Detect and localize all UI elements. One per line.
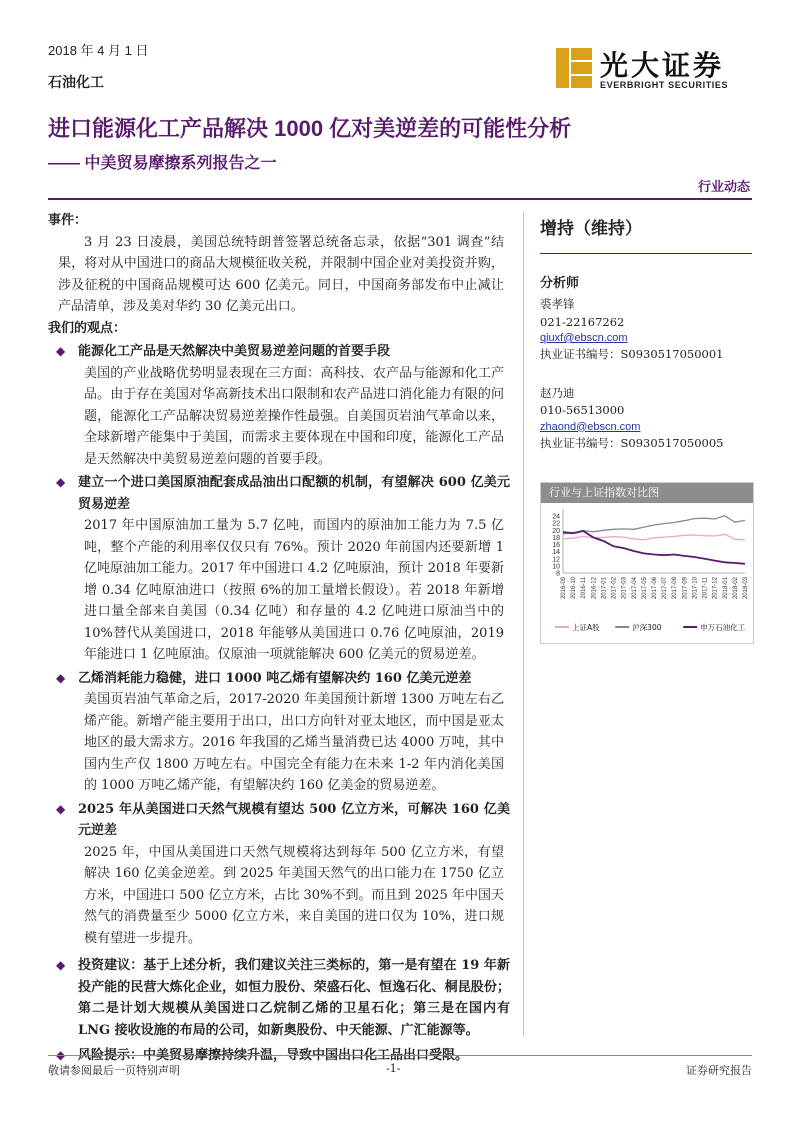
point-body: 美国的产业战略优势明显表现在三方面：高科技、农产品与能源和化工产品。由于存在美国对华高新技术出口限制和农产品进口消化能力有限的问题，能源化工产品解决贸易逆差操作性最强。自美国页岩油气革命以来，全球新增产能集中于美国，而需求主要体现在中国和印度，能源化工产品是天然解决中美贸易逆差问题的首要手段。	[84, 365, 504, 467]
x-tick-label: 2016-10	[571, 577, 578, 600]
diamond-bullet-icon: ◆	[56, 801, 66, 816]
diamond-bullet-icon: ◆	[56, 475, 66, 489]
point-title: ◆ 建立一个进口美国原油配套成品油出口配额的机制，有望解决 600 亿美元贸易逆差	[48, 472, 510, 515]
analyst-name: 裘孝锋	[540, 299, 575, 311]
x-tick-label: 2017-07	[662, 577, 669, 600]
footer-divider	[48, 1055, 752, 1056]
analyst-card	[540, 386, 752, 453]
cert-number: S0930517050005	[620, 435, 724, 450]
investment-advice: ◆ 投资建议：基于上述分析，我们建议关注三类标的，第一是有望在 19 年新投产能的民营大炼化企业，如恒力股份、荣盛石化、恒逸石化、桐昆股份；第二是计划大规模从美国进口乙烷制乙烯的卫星石化；第三是在国内有 LNG 接收设施的布局的公司，如新奥股份、中天能源、广汇能源等。	[48, 955, 510, 1041]
y-tick-label: 20	[552, 527, 560, 535]
report-subtitle: —— 中美贸易摩擦系列报告之一	[48, 155, 277, 172]
cert-label: 执业证书编号：	[540, 437, 621, 450]
point-body: 2025 年，中国从美国进口天然气规模将达到每年 500 亿立方米，有望解决 160 亿美金逆差。到 2025 年美国天然气的出口能力在 1750 亿立方米，中国进口 500 亿立方米，占比 30%不到。而且到 2025 年中国天然气的消费量至少 5000 亿立方米，来自美国的进口仅为 10%，进口规模有望进一步提升。	[84, 844, 504, 946]
y-tick-label: 8	[556, 570, 560, 578]
risk-warning: ◆ 风险提示：中美贸易摩擦持续升温，导致中国出口化工品出口受限。	[48, 1045, 510, 1067]
rating-divider	[540, 253, 752, 254]
report-title: 进口能源化工产品解决 1000 亿对美逆差的可能性分析	[48, 116, 572, 141]
cert-number: S0930517050001	[620, 347, 724, 361]
logo-text-en: EVERBRIGHT SECURITIES	[600, 80, 729, 90]
x-tick-label: 2017-06	[652, 577, 658, 600]
x-tick-label: 2017-05	[641, 577, 648, 600]
y-tick-label: 14	[552, 549, 560, 557]
footer-disclaimer: 敬请参阅最后一页特别声明	[48, 1065, 180, 1077]
report-date: 2018 年 4 月 1 日	[48, 43, 149, 58]
y-tick-label: 16	[552, 542, 560, 550]
x-tick-label: 2017-12	[712, 577, 719, 600]
cert-label: 执业证书编号：	[540, 349, 621, 361]
sidebar	[540, 214, 752, 452]
x-tick-label: 2016-09	[561, 577, 567, 600]
header-divider	[48, 198, 752, 200]
logo-text-cn: 光大证券	[600, 49, 725, 82]
x-tick-label: 2017-11	[702, 577, 709, 599]
y-tick-label: 10	[552, 563, 560, 571]
y-tick-label: 12	[552, 556, 560, 564]
x-tick-label: 2017-09	[682, 577, 689, 600]
y-tick-label: 22	[552, 520, 560, 528]
x-tick-label: 2016-12	[591, 577, 598, 600]
x-tick-label: 2017-10	[692, 577, 699, 600]
diamond-bullet-icon: ◆	[56, 958, 66, 972]
rating: 增持（维持）	[540, 219, 642, 238]
sector-label: 石油化工	[48, 74, 104, 90]
diamond-bullet-icon: ◆	[56, 670, 66, 685]
everbright-logo-icon	[556, 48, 592, 88]
diamond-bullet-icon: ◆	[56, 344, 66, 358]
point-body: 美国页岩油气革命之后，2017-2020 年美国预计新增 1300 万吨左右乙烯产能。新增产能主要用于出口，出口方向针对亚太地区，而中国是亚太地区的最大需求方。2016 年我国的乙烯当量消费已达 4000 万吨，其中国内生产仅 1800 万吨左右。中国完全有能力在未来 1-2 年内消化美国的 1000 万吨乙烯产能，有望解决约 160 亿美金的贸易逆差。	[84, 692, 504, 793]
x-tick-label: 2017-08	[672, 577, 679, 600]
analyst-email-link[interactable]: zhaond@ebscn.com	[540, 420, 641, 433]
legend-label: 沪深300	[632, 623, 662, 632]
event-heading: 事件：	[48, 213, 88, 228]
report-type: 行业动态	[697, 179, 750, 194]
analyst-name: 赵乃迪	[540, 387, 575, 400]
point-title: ◆ 乙烯消耗能力稳健，进口 1000 吨乙烯有望解决约 160 亿美元逆差	[48, 668, 510, 690]
x-tick-label: 2017-01	[601, 577, 608, 600]
x-tick-label: 2018-03	[743, 577, 749, 600]
x-tick-label: 2018-02	[732, 577, 739, 600]
series-line	[563, 516, 745, 534]
comparison-chart	[540, 482, 754, 644]
y-tick-label: 24	[552, 513, 560, 521]
point-title: ◆ 2025 年从美国进口天然气规模有望达 500 亿立方米，可解决 160 亿美元逆差	[48, 799, 510, 842]
analyst-phone: 021-22167262	[540, 314, 625, 329]
point-body: 2017 年中国原油加工量为 5.7 亿吨，而国内的原油加工能力为 7.5 亿吨，整个产能的利用率仅仅只有 76%。预计 2020 年前国内还要新增 1 亿吨原油加工能力。2017 年中国进口 4.2 亿吨原油，预计 2018 年要新增 0.34 亿吨原油进口（按照 6%的加工量增长假设）。若 2018 年新增进口量全部来自美国（0.34 亿吨）和存量的 4.2 亿吨进口原油当中的 10%替代从美国进口，2018 年能够从美国进口 0.76 亿吨原油，2019 年能进口 1 亿吨原油。仅原油一项就能解决 600 亿美元的贸易逆差。	[84, 518, 504, 662]
event-text: 3 月 23 日凌晨，美国总统特朗普签署总统备忘录，依据“301 调查”结果，将对从中国进口的商品大规模征收关税，并限制中国企业对美投资并购，涉及征税的中国商品规模可达 600 亿美元。同日，中国商务部发布中止减让产品清单，涉及美对华约 30 亿美元出口。	[58, 234, 504, 314]
analyst-card	[540, 297, 752, 364]
x-tick-label: 2016-11	[581, 577, 588, 599]
column-divider	[523, 212, 524, 1036]
x-tick-label: 2017-04	[631, 577, 638, 600]
legend-label: 申万石油化工	[700, 623, 746, 632]
x-tick-label: 2017-02	[611, 577, 618, 600]
diamond-bullet-icon: ◆	[56, 1048, 66, 1062]
footer-report-label: 证券研究报告	[686, 1065, 752, 1077]
analyst-phone: 010-56513000	[540, 403, 625, 417]
main-content	[48, 210, 510, 1067]
legend-label: 上证A股	[572, 623, 600, 632]
page-number: -1-	[386, 1062, 401, 1075]
point-title: ◆ 能源化工产品是天然解决中美贸易逆差问题的首要手段	[48, 341, 510, 363]
analyst-heading: 分析师	[540, 275, 580, 290]
chart-title: 行业与上证指数对比图	[541, 483, 753, 503]
y-tick-label: 18	[552, 534, 560, 542]
x-tick-label: 2017-03	[621, 577, 628, 600]
analyst-email-link[interactable]: qiuxf@ebscn.com	[540, 332, 628, 344]
views-heading: 我们的观点：	[48, 320, 127, 336]
chart-plot	[541, 503, 753, 643]
x-tick-label: 2018-01	[722, 577, 729, 600]
